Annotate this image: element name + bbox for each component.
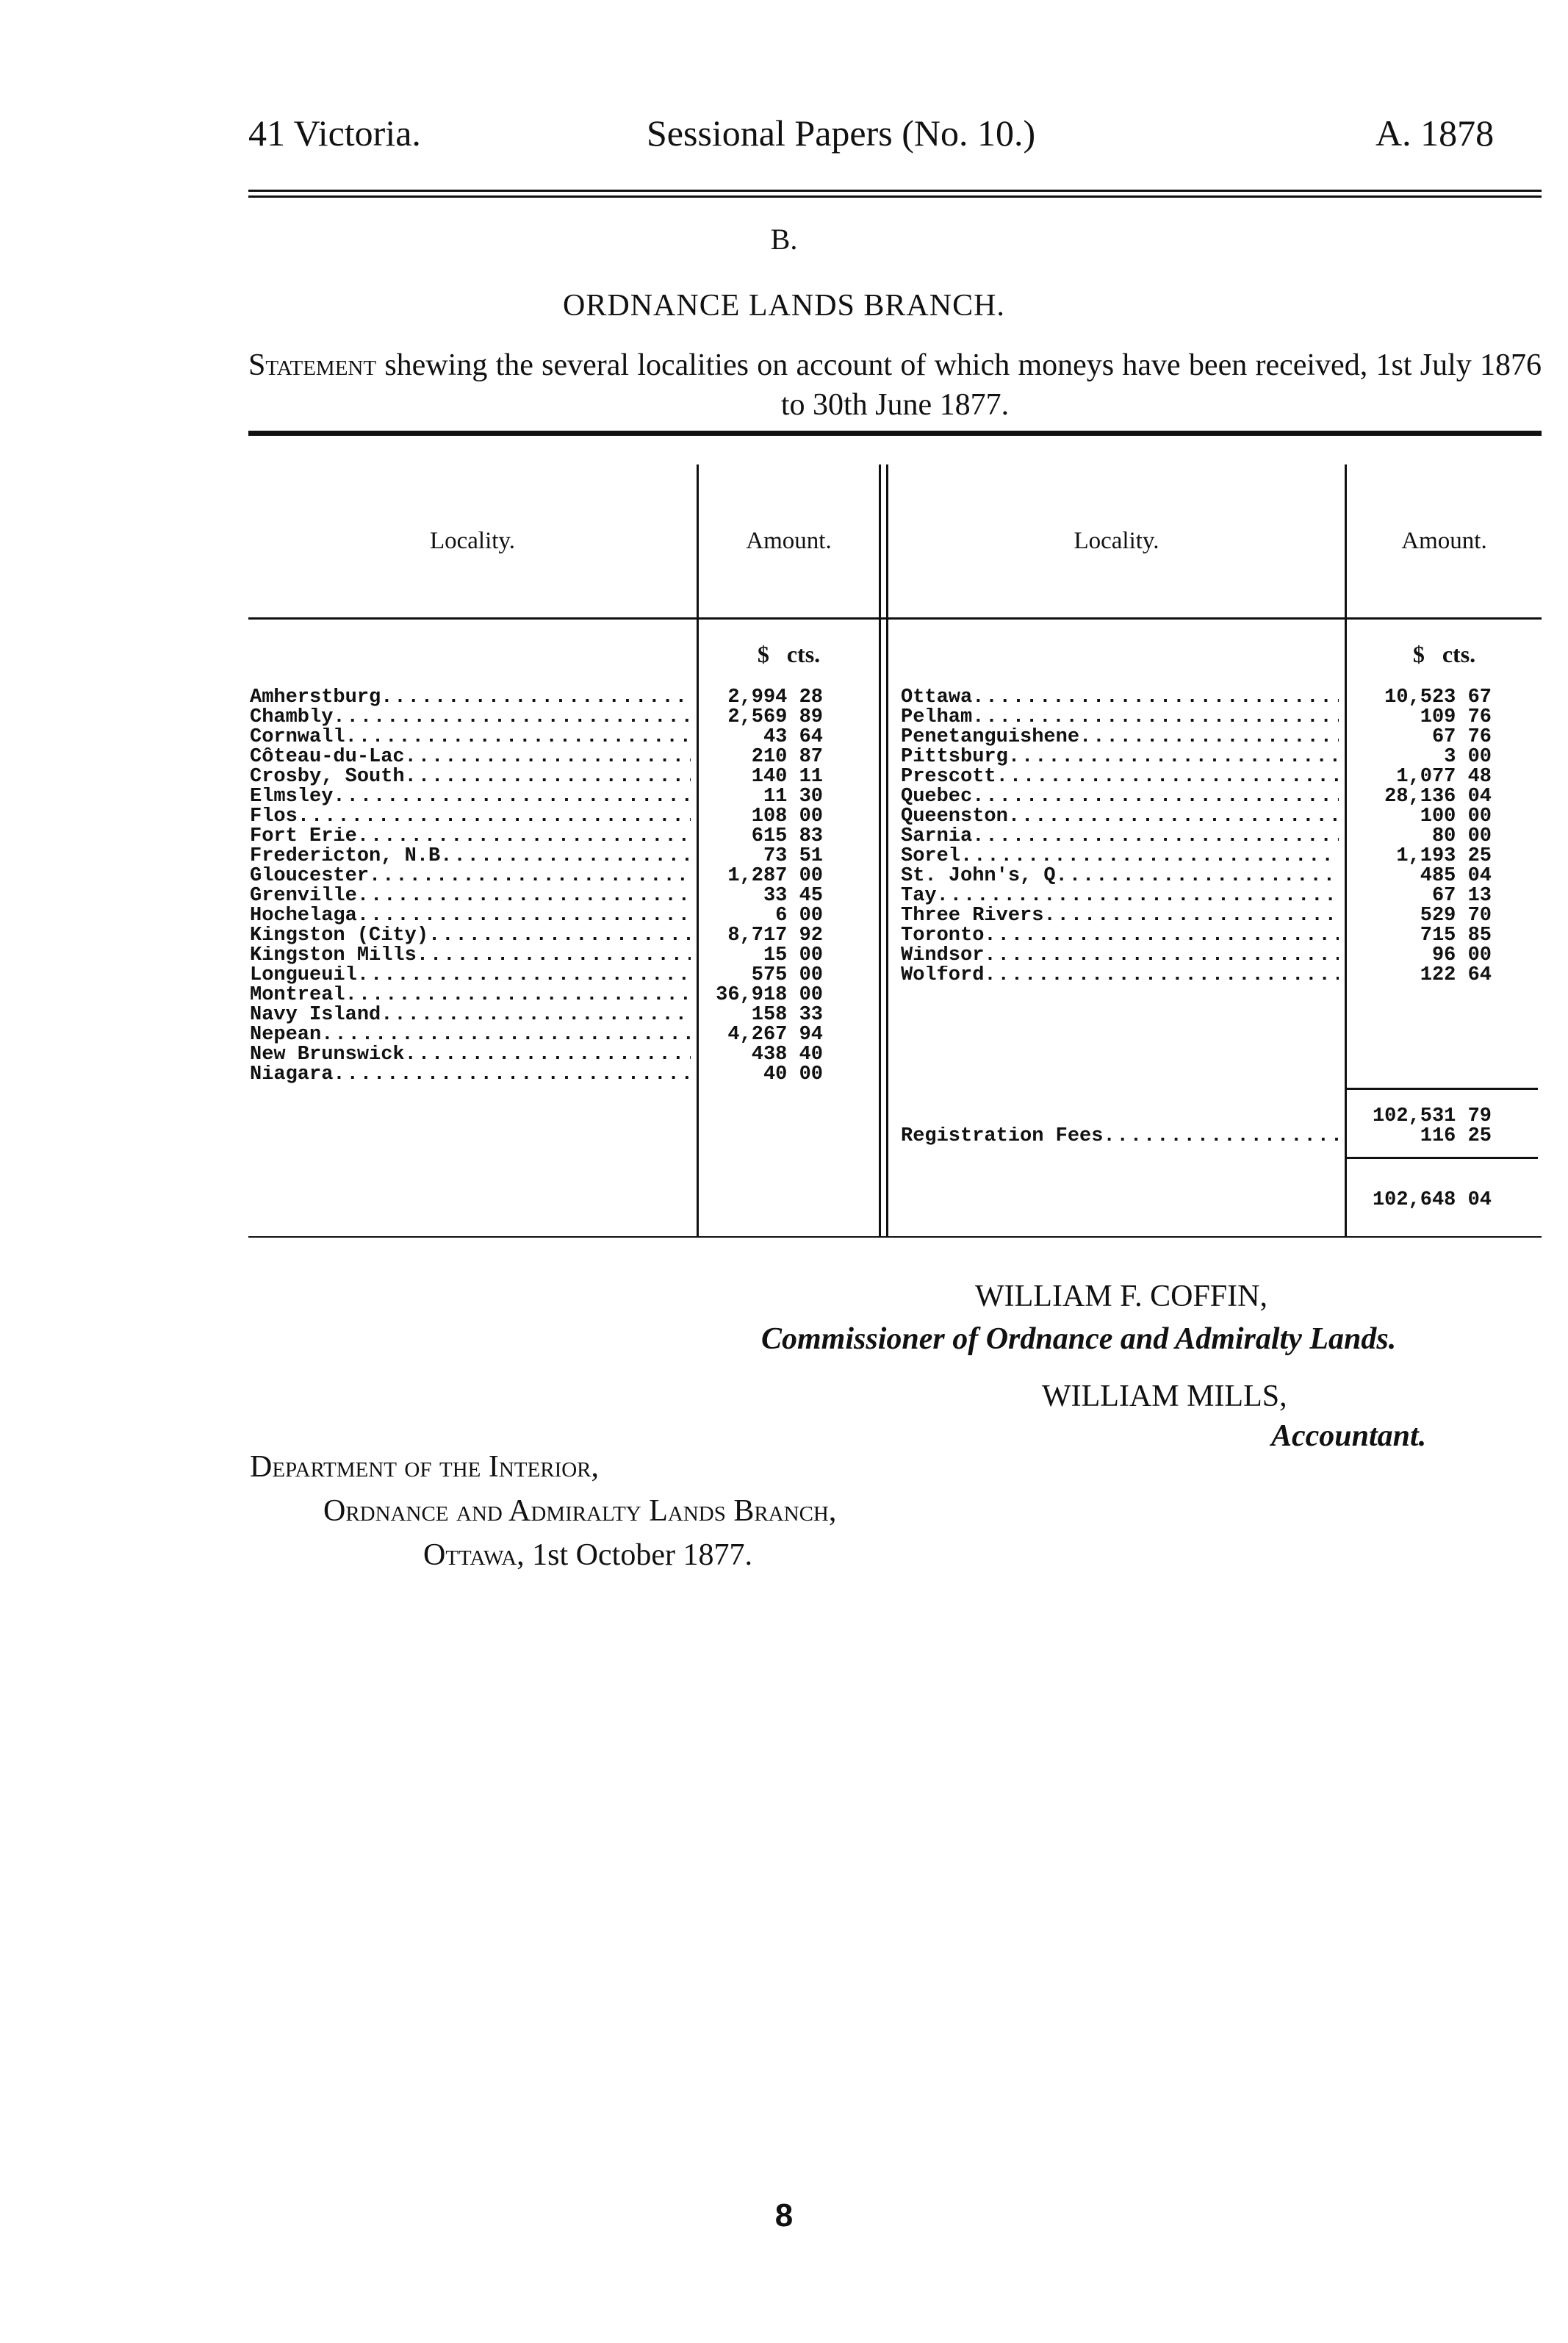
list-item [250, 946, 691, 966]
table-divider-1 [697, 464, 699, 1236]
section-letter: B. [770, 223, 798, 256]
amount-cell: 15 00 [763, 946, 823, 966]
amount-cell: 1,287 00 [727, 866, 823, 886]
amount-cell: 43 64 [763, 728, 823, 747]
amount-cell: 1,193 25 [1396, 847, 1492, 866]
header-locality-right: Locality. [1073, 528, 1159, 554]
list-item [250, 986, 691, 1005]
branch-title: ORDNANCE LANDS BRANCH. [563, 289, 1005, 323]
table-divider-2a [879, 464, 881, 1236]
header-rule-bottom [248, 195, 1542, 198]
list-item [901, 906, 1339, 926]
list-item [901, 847, 1339, 866]
list-item [901, 747, 1339, 767]
list-item [901, 708, 1339, 728]
locality-name: Flos [250, 807, 298, 827]
statement-caption [248, 345, 1542, 425]
caption-rule [248, 431, 1542, 436]
units-right [1347, 641, 1542, 668]
locality-name: Crosby, South [250, 767, 405, 787]
amount-cell: 438 40 [751, 1045, 823, 1065]
list-item [901, 926, 1339, 946]
amount-cell: 28,136 04 [1384, 787, 1492, 807]
table-divider-2b [886, 464, 888, 1236]
header-locality-left: Locality. [429, 528, 516, 554]
table-bottom-rule [248, 1236, 1542, 1238]
locality-name: Queenston [901, 807, 1008, 827]
header-rule-top [248, 190, 1542, 192]
amount-cell: 67 76 [1431, 728, 1492, 747]
list-item [901, 966, 1339, 986]
list-item [250, 926, 691, 946]
locality-name: St. John's, Q [901, 866, 1056, 886]
locality-name: Amherstburg [250, 688, 381, 708]
list-item [250, 787, 691, 807]
amount-cell: 615 83 [751, 827, 823, 847]
accountant-name: WILLIAM MILLS, [1042, 1379, 1287, 1413]
list-item [250, 708, 691, 728]
list-item [250, 747, 691, 767]
locality-name: Prescott [901, 767, 996, 787]
list-item [901, 886, 1339, 906]
locality-name: Hochelaga [250, 906, 357, 926]
statement-lead: Statement [248, 348, 377, 382]
locality-name: Toronto [901, 926, 985, 946]
amount-cell: 96 00 [1431, 946, 1492, 966]
units-left [699, 641, 879, 668]
statement-text: shewing the several localities on account of which moneys have been received, 1st July 1876 to 30th June 1877. [376, 348, 1542, 422]
running-head-center: Sessional Papers (No. 10.) [647, 112, 1036, 154]
page-number: 8 [774, 2197, 794, 2233]
left-locality-list [250, 688, 691, 1085]
table-divider-3 [1345, 464, 1347, 1236]
locality-name: Fort Erie [250, 827, 357, 847]
amount-cell: 6 00 [775, 906, 823, 926]
amount-cell: 8,717 92 [727, 926, 823, 946]
amount-cell: 529 70 [1420, 906, 1492, 926]
amount-cell: 715 85 [1420, 926, 1492, 946]
list-item [901, 728, 1339, 747]
list-item [901, 946, 1339, 966]
locality-name: Kingston (City) [250, 926, 429, 946]
locality-name: Grenville [250, 886, 357, 906]
amount-cell: 210 87 [751, 747, 823, 767]
list-item [901, 807, 1339, 827]
amount-cell: 575 00 [751, 966, 823, 986]
locality-name: Windsor [901, 946, 985, 966]
amount-cell: 2,994 28 [727, 688, 823, 708]
list-item [901, 688, 1339, 708]
locality-name: Penetanguishene [901, 728, 1080, 747]
amount-cell: 100 00 [1420, 807, 1492, 827]
right-amount-list [1352, 688, 1492, 986]
locality-name: Sarnia [901, 827, 973, 847]
amount-cell: 3 00 [1444, 747, 1492, 767]
locality-name: Wolford [901, 966, 985, 986]
locality-name: Côteau-du-Lac [250, 747, 405, 767]
grand-total-amount: 102,648 04 [1372, 1191, 1492, 1210]
units-cents-right: cts. [1442, 641, 1476, 667]
running-head-left: 41 Victoria. [248, 112, 421, 154]
locality-name: Three Rivers [901, 906, 1044, 926]
units-dollars-left: $ [757, 641, 769, 667]
locality-name: Tay [901, 886, 937, 906]
list-item [901, 827, 1339, 847]
running-head-right: A. 1878 [1375, 112, 1495, 154]
locality-name: Kingston Mills [250, 946, 417, 966]
department-place: Ottawa, [423, 1538, 525, 1572]
header-amount-left: Amount. [746, 528, 832, 554]
list-item [250, 886, 691, 906]
units-dollars-right: $ [1412, 641, 1425, 667]
accountant-title: Accountant. [1271, 1419, 1427, 1453]
right-locality-list [901, 688, 1339, 986]
list-item [250, 847, 691, 866]
locality-name: Chambly [250, 708, 334, 728]
list-item [250, 1005, 691, 1025]
amount-cell: 40 00 [763, 1065, 823, 1085]
locality-name: Cornwall [250, 728, 345, 747]
list-item [250, 767, 691, 787]
locality-name: Navy Island [250, 1005, 381, 1025]
subtotal-rule [1347, 1088, 1538, 1090]
amount-cell: 11 30 [763, 787, 823, 807]
locality-name: Ottawa [901, 688, 973, 708]
amount-cell: 1,077 48 [1396, 767, 1492, 787]
list-item [250, 1065, 691, 1085]
amount-cell: 33 45 [763, 886, 823, 906]
amount-cell: 158 33 [751, 1005, 823, 1025]
list-item [250, 807, 691, 827]
locality-name: Montreal [250, 986, 345, 1005]
registration-fees-row [901, 1127, 1339, 1147]
commissioner-name: WILLIAM F. COFFIN, [975, 1280, 1267, 1313]
subtotal-block [1352, 1107, 1492, 1147]
amount-cell: 80 00 [1431, 827, 1492, 847]
department-line-3 [423, 1533, 752, 1577]
locality-name: Niagara [250, 1065, 334, 1085]
amount-cell: 485 04 [1420, 866, 1492, 886]
locality-name: Nepean [250, 1025, 322, 1045]
locality-name: Quebec [901, 787, 973, 807]
locality-name: Gloucester [250, 866, 370, 886]
subtotal-amount: 102,531 79 [1372, 1107, 1492, 1127]
locality-name: Pelham [901, 708, 973, 728]
list-item [250, 1045, 691, 1065]
list-item [250, 966, 691, 986]
total-rule [1347, 1157, 1538, 1159]
left-amount-list [702, 688, 823, 1085]
list-item [250, 827, 691, 847]
amount-cell: 73 51 [763, 847, 823, 866]
locality-name: Sorel [901, 847, 961, 866]
locality-name: Elmsley [250, 787, 334, 807]
department-line-2: Ordnance and Admiralty Lands Branch, [323, 1494, 837, 1528]
locality-name: Fredericton, N.B [250, 847, 441, 866]
amount-cell: 140 11 [751, 767, 823, 787]
list-item [901, 767, 1339, 787]
amount-cell: 109 76 [1420, 708, 1492, 728]
locality-name: Longueuil [250, 966, 357, 986]
amount-cell: 2,569 89 [727, 708, 823, 728]
locality-name: Pittsburg [901, 747, 1008, 767]
department-date: 1st October 1877. [524, 1538, 752, 1572]
list-item [250, 728, 691, 747]
amount-cell: 4,267 94 [727, 1025, 823, 1045]
list-item [250, 866, 691, 886]
registration-label: Registration Fees [901, 1127, 1104, 1147]
units-cents-left: cts. [786, 641, 821, 667]
amount-cell: 36,918 00 [716, 986, 823, 1005]
list-item [901, 1127, 1339, 1147]
header-underline [248, 617, 1542, 620]
list-item [901, 866, 1339, 886]
department-line-1: Department of the Interior, [250, 1450, 600, 1484]
locality-name: New Brunswick [250, 1045, 405, 1065]
list-item [901, 787, 1339, 807]
list-item [250, 1025, 691, 1045]
amount-cell: 108 00 [751, 807, 823, 827]
amount-cell: 122 64 [1420, 966, 1492, 986]
header-amount-right: Amount. [1401, 528, 1487, 554]
amount-cell: 10,523 67 [1384, 688, 1492, 708]
commissioner-title: Commissioner of Ordnance and Admiralty Lands. [761, 1322, 1397, 1356]
grand-total-block [1352, 1191, 1492, 1210]
registration-amount: 116 25 [1420, 1127, 1492, 1147]
list-item [250, 688, 691, 708]
amount-cell: 67 13 [1431, 886, 1492, 906]
list-item [250, 906, 691, 926]
